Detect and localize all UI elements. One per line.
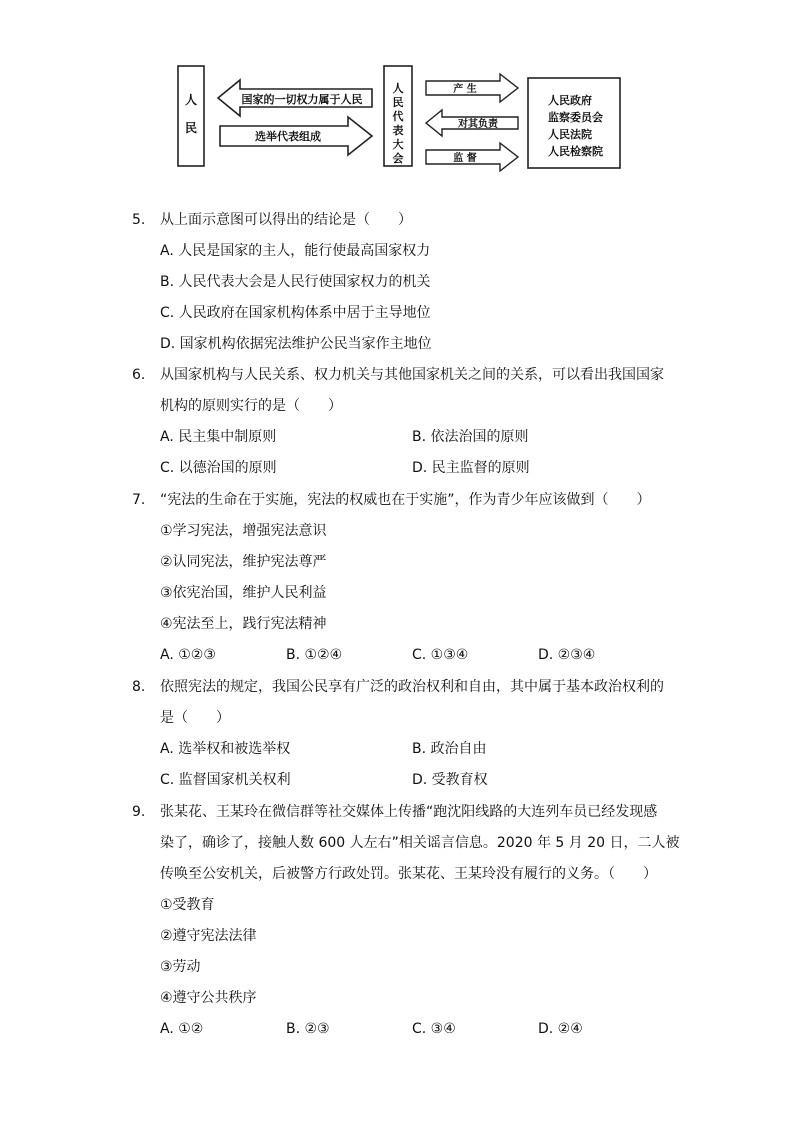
option-a[interactable]: A. 选举权和被选举权 bbox=[160, 741, 291, 757]
question-stem: 张某花、王某玲在微信群等社交媒体上传播“跑沈阳线路的大连列车员已经发现感 bbox=[160, 804, 658, 820]
option-d[interactable]: D. ②③④ bbox=[538, 647, 596, 663]
question-stem: “宪法的生命在于实施，宪法的权威也在于实施”，作为青少年应该做到（ ） bbox=[160, 492, 651, 508]
question-number: 5. bbox=[132, 212, 146, 228]
option-b[interactable]: B. 依法治国的原则 bbox=[412, 429, 529, 445]
option-c[interactable]: C. 以德治国的原则 bbox=[160, 460, 277, 476]
question-number: 7. bbox=[132, 492, 146, 508]
statement-2: ②认同宪法，维护宪法尊严 bbox=[160, 554, 327, 570]
option-c[interactable]: C. ③④ bbox=[412, 1021, 456, 1037]
option-c[interactable]: C. 监督国家机关权利 bbox=[160, 772, 291, 788]
arrow-left-label: 国家的一切权力属于人民 bbox=[241, 93, 363, 106]
question-number: 8. bbox=[132, 679, 146, 695]
statement-2: ②遵守宪法法律 bbox=[160, 928, 257, 944]
organ-court: 人民法院 bbox=[548, 128, 592, 141]
option-c[interactable]: C. ①③④ bbox=[412, 647, 469, 663]
people-box bbox=[178, 66, 204, 166]
statement-1: ①学习宪法，增强宪法意识 bbox=[160, 523, 327, 539]
option-b[interactable]: B. ②③ bbox=[286, 1021, 330, 1037]
organ-procuratorate: 人民检察院 bbox=[548, 145, 603, 158]
arrow-responsible-label: 对其负责 bbox=[458, 119, 498, 130]
statement-1: ①受教育 bbox=[160, 897, 215, 913]
people-label-1: 人 bbox=[184, 93, 198, 107]
option-d[interactable]: D. ②④ bbox=[538, 1021, 583, 1037]
organ-government: 人民政府 bbox=[548, 94, 592, 107]
npc-char: 人 bbox=[392, 82, 404, 95]
question-5 bbox=[132, 205, 692, 360]
question-stem: 从国家机构与人民关系、权力机关与其他国家机关之间的关系，可以看出我国国家 bbox=[160, 367, 664, 383]
question-stem-cont: 机构的原则实行的是（ ） bbox=[160, 398, 342, 414]
question-stem: 依照宪法的规定，我国公民享有广泛的政治权利和自由，其中属于基本政治权利的 bbox=[160, 679, 664, 695]
question-6 bbox=[132, 360, 692, 484]
arrow-right-label: 选举代表组成 bbox=[255, 130, 321, 143]
arrow-produce-label: 产 生 bbox=[453, 84, 477, 95]
option-b[interactable]: B. 人民代表大会是人民行使国家权力的机关 bbox=[160, 274, 431, 290]
question-stem: 从上面示意图可以得出的结论是（ ） bbox=[160, 212, 412, 228]
statement-3: ③依宪治国，维护人民利益 bbox=[160, 585, 327, 601]
question-stem-cont: 是（ ） bbox=[160, 710, 230, 726]
question-8 bbox=[132, 672, 692, 796]
question-9 bbox=[132, 797, 692, 1045]
question-stem-cont: 传唤至公安机关，后被警方行政处罚。张某花、王某玲没有履行的义务。（ ） bbox=[160, 866, 657, 882]
npc-char: 表 bbox=[392, 124, 404, 137]
state-organs-diagram bbox=[176, 62, 622, 172]
diagram-svg bbox=[176, 62, 622, 172]
npc-char: 会 bbox=[392, 152, 404, 165]
statement-3: ③劳动 bbox=[160, 959, 201, 975]
option-d[interactable]: D. 受教育权 bbox=[412, 772, 488, 788]
option-a[interactable]: A. 民主集中制原则 bbox=[160, 429, 277, 445]
option-d[interactable]: D. 民主监督的原则 bbox=[412, 460, 530, 476]
question-stem-cont: 染了，确诊了，接触人数 600 人左右”相关谣言信息。2020 年 5 月 20 日，二人被 bbox=[160, 835, 680, 851]
option-a[interactable]: A. ①② bbox=[160, 1021, 204, 1037]
question-number: 6. bbox=[132, 367, 146, 383]
option-c[interactable]: C. 人民政府在国家机构体系中居于主导地位 bbox=[160, 305, 431, 321]
npc-char: 代 bbox=[392, 110, 404, 123]
statement-4: ④遵守公共秩序 bbox=[160, 990, 257, 1006]
option-d[interactable]: D. 国家机构依据宪法维护公民当家作主地位 bbox=[160, 336, 432, 352]
npc-label bbox=[393, 82, 405, 165]
statement-4: ④宪法至上，践行宪法精神 bbox=[160, 616, 327, 632]
npc-char: 民 bbox=[392, 96, 404, 109]
npc-char: 大 bbox=[392, 138, 404, 151]
organ-supervisory: 监察委员会 bbox=[548, 111, 603, 124]
option-a[interactable]: A. ①②③ bbox=[160, 647, 216, 663]
arrow-supervise-label: 监 督 bbox=[453, 153, 477, 164]
option-b[interactable]: B. 政治自由 bbox=[412, 741, 487, 757]
people-label-2: 民 bbox=[184, 121, 198, 135]
question-7 bbox=[132, 485, 692, 671]
question-number: 9. bbox=[132, 804, 146, 820]
option-a[interactable]: A. 人民是国家的主人，能行使最高国家权力 bbox=[160, 243, 431, 259]
option-b[interactable]: B. ①②④ bbox=[286, 647, 343, 663]
